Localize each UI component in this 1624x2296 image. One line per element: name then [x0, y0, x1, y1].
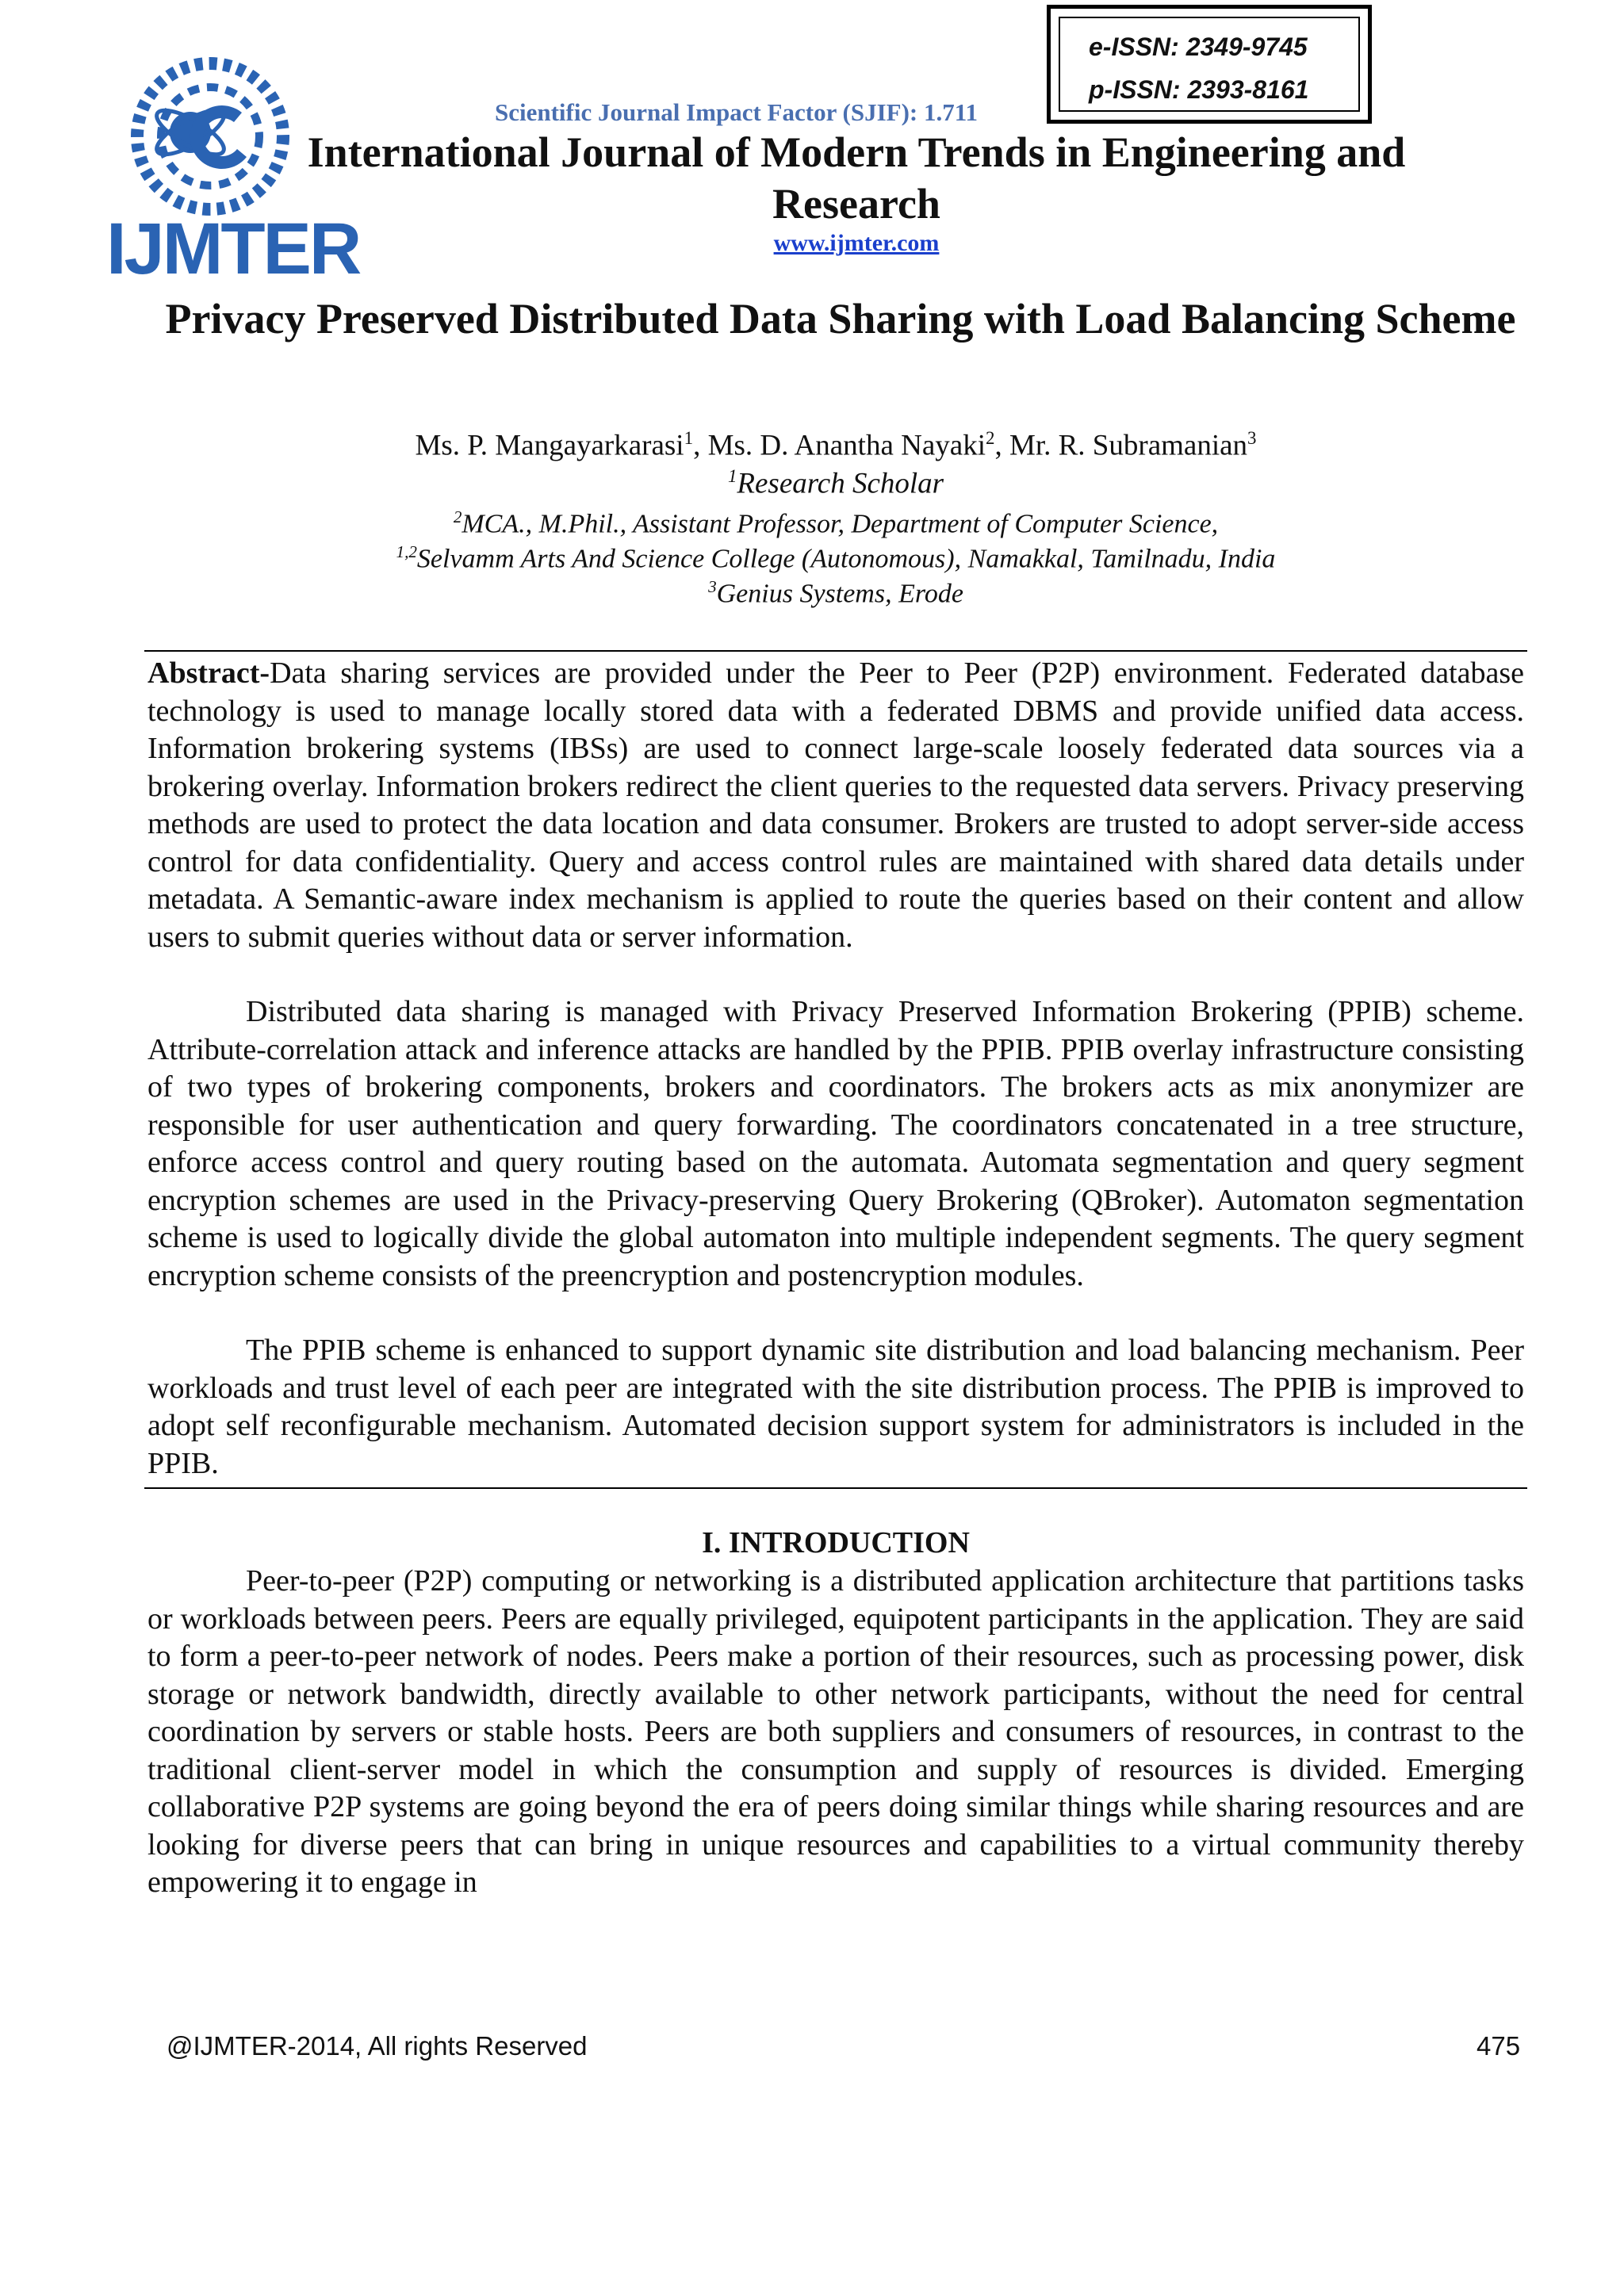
author-sup: 3 [1247, 428, 1257, 448]
abstract-label: Abstract- [147, 656, 270, 690]
eissn: e-ISSN: 2349-9745 [1089, 33, 1308, 61]
impact-factor: Scientific Journal Impact Factor (SJIF): 1.711 [495, 98, 979, 126]
author-name: Ms. P. Mangayarkarasi [415, 429, 684, 462]
affiliation [79, 577, 1592, 609]
logo-wordmark: IJMTER [106, 209, 360, 289]
affiliation [79, 507, 1592, 539]
page-number: 475 [1477, 2031, 1521, 2061]
affiliation-sup: 3 [708, 577, 717, 596]
affiliation-sup: 1 [727, 466, 737, 486]
abstract-top-rule [144, 650, 1527, 652]
intro-paragraph: Peer-to-peer (P2P) computing or networking is a distributed application architecture that partitions tasks or workloads between peers. Peers are equally privileged, equipotent participants in the application. They are said to form a peer-to-peer network of nodes. Peers make a portion of their resources, such as processing power, disk storage or network bandwidth, directly available to other network participants, without the need for central coordination by servers or stable hosts. Peers are both suppliers and consumers of resources, in contrast to the traditional client-server model in which the consumption and supply of resources is divided. Emerging collaborative P2P systems are going beyond the era of peers doing similar things while sharing resources and are looking for diverse peers that can bring in unique resources and capabilities to a virtual community thereby empowering it to engage in [147, 1564, 1524, 1899]
paper-title: Privacy Preserved Distributed Data Sharing with Load Balancing Scheme [165, 295, 1516, 342]
author-list [79, 428, 1592, 462]
author-separator: , [994, 429, 1009, 462]
author-name: Mr. R. Subramanian [1009, 429, 1248, 462]
author-sup: 1 [684, 428, 694, 448]
author-name: Ms. D. Anantha Nayaki [707, 429, 986, 462]
abstract-paragraph: The PPIB scheme is enhanced to support dynamic site distribution and load balancing mechanism. Peer workloads and trust level of each peer are integrated with the site distribution process. The PPIB is improved to adopt self reconfigurable mechanism. Automated decision support system for administrators is included in the PPIB. [147, 1334, 1524, 1480]
affiliation-text: MCA., M.Phil., Assistant Professor, Department of Computer Science, [462, 509, 1219, 539]
abstract-text: Data sharing services are provided under the Peer to Peer (P2P) environment. Federated database technology is used to manage locally stored data with a federated DBMS and provide unified data access. Information brokering systems (IBSs) are used to connect large-scale loosely federated data sources via a brokering overlay. Information brokers redirect the client queries to the requested data servers. Privacy preserving methods are used to protect the data location and data consumer. Brokers are trusted to adopt server-side access control for data confidentiality. Query and access control rules are maintained with shared data details under metadata. A Semantic-aware index mechanism is applied to route the queries based on their content and allow users to submit queries without data or server information. [147, 656, 1524, 954]
journal-url-link[interactable]: www.ijmter.com [773, 230, 940, 256]
footer-copyright: @IJMTER-2014, All rights Reserved [167, 2031, 588, 2061]
affiliation-text: Genius Systems, Erode [716, 579, 963, 609]
author-separator: , [693, 429, 708, 462]
affiliation-text: Selvamm Arts And Science College (Autonomous), Namakkal, Tamilnadu, India [416, 544, 1276, 574]
author-sup: 2 [985, 428, 995, 448]
affiliation-sup: 2 [453, 507, 462, 526]
section-heading: I. INTRODUCTION [702, 1526, 970, 1559]
journal-title: International Journal of Modern Trends in Engineering and Research [307, 128, 1406, 228]
abstract-paragraph: Distributed data sharing is managed with Privacy Preserved Information Brokering (PPIB) scheme. Attribute-correlation attack and inference attacks are handled by the PPIB. PPIB overlay infrastructure consisting of two types of brokering components, brokers and coordinators. The brokers acts as mix anonymizer are responsible for user authentication and query forwarding. The coordinators concatenated in a tree structure, enforce access control and query routing based on the automata. Automata segmentation and query segment encryption schemes are used in the Privacy-preserving Query Brokering (QBroker). Automaton segmentation scheme is used to logically divide the global automaton into multiple independent segments. The query segment encryption scheme consists of the preencryption and postencryption modules. [147, 995, 1524, 1292]
abstract-bottom-rule [144, 1487, 1527, 1489]
abstract-paragraph [147, 655, 1524, 956]
affiliation-text: Research Scholar [737, 467, 944, 500]
affiliation [79, 542, 1592, 574]
affiliation [79, 466, 1592, 500]
affiliation-sup: 1,2 [396, 542, 417, 561]
issn-box [1047, 5, 1372, 124]
pissn: p-ISSN: 2393-8161 [1089, 75, 1309, 104]
